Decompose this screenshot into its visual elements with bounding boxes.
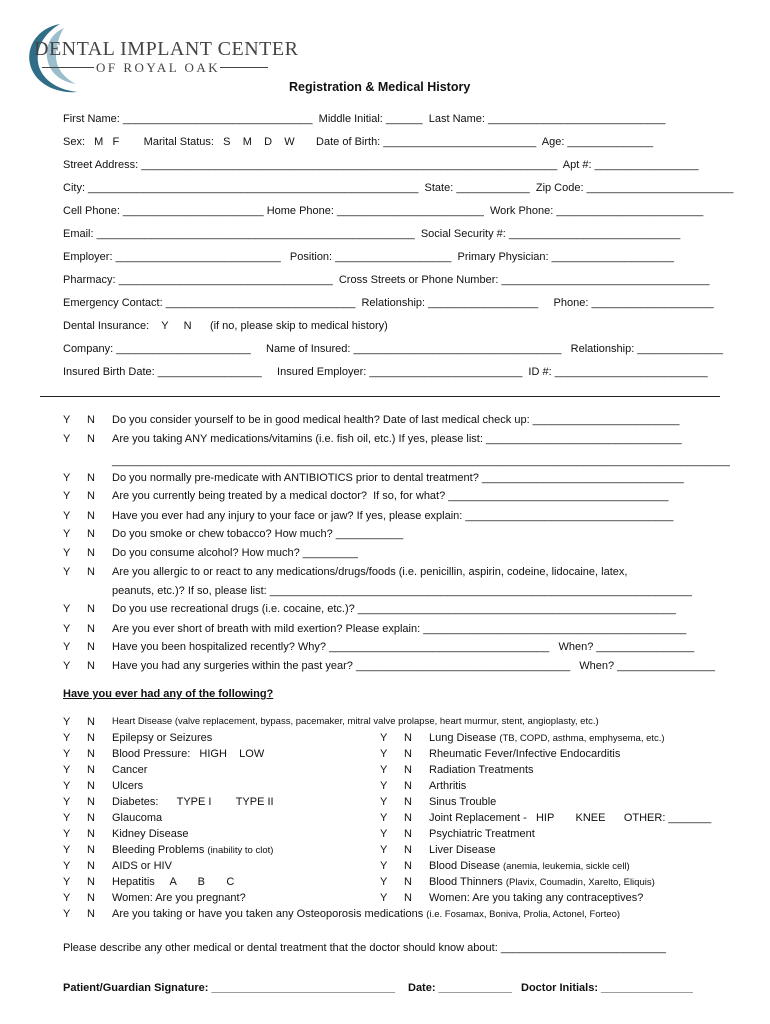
- question-text: Do you use recreational drugs (i.e. cocaine, etc.)? ____________________________________________________: [112, 603, 676, 615]
- condition-label: [112, 828, 188, 840]
- condition-label: [112, 812, 162, 824]
- condition-text: Blood Disease: [429, 860, 500, 872]
- yes-option[interactable]: Y: [63, 892, 71, 904]
- condition-label: [429, 876, 655, 888]
- no-option[interactable]: N: [404, 780, 412, 792]
- condition-text: Women: Are you taking any contraceptives?: [429, 892, 644, 904]
- condition-label: [429, 796, 496, 808]
- condition-note: (TB, COPD, asthma, emphysema, etc.): [499, 733, 665, 744]
- no-option[interactable]: N: [87, 748, 95, 760]
- condition-label: [112, 716, 599, 727]
- condition-label: [429, 892, 643, 904]
- no-option[interactable]: N: [87, 414, 95, 426]
- yes-option[interactable]: Y: [63, 490, 71, 502]
- condition-text: Psychiatric Treatment: [429, 828, 535, 840]
- no-option[interactable]: N: [87, 732, 95, 744]
- condition-note: (Plavix, Coumadin, Xarelto, Eliquis): [505, 877, 655, 888]
- condition-text: Liver Disease: [429, 844, 496, 856]
- no-option[interactable]: N: [87, 528, 95, 540]
- no-option[interactable]: N: [404, 876, 412, 888]
- personal-field-row[interactable]: Cell Phone: _______________________ Home Phone: ________________________ Work Phone: ________________________: [63, 205, 704, 217]
- question-text: Do you normally pre-medicate with ANTIBIOTICS prior to dental treatment? _________________________________: [112, 472, 684, 484]
- yes-option[interactable]: Y: [380, 876, 388, 888]
- no-option[interactable]: N: [87, 547, 95, 559]
- personal-field-row[interactable]: Dental Insurance: Y N (if no, please skip to medical history): [63, 320, 388, 332]
- yes-option[interactable]: Y: [63, 908, 71, 920]
- date-field[interactable]: Date: ____________: [408, 982, 512, 994]
- no-option[interactable]: N: [87, 641, 95, 653]
- signature-field[interactable]: Patient/Guardian Signature: ______________________________: [63, 982, 396, 994]
- question-text: Are you taking ANY medications/vitamins (i.e. fish oil, etc.) If yes, please list: ________________________________: [112, 433, 682, 445]
- yes-option[interactable]: Y: [63, 528, 71, 540]
- no-option[interactable]: N: [87, 510, 95, 522]
- logo-rule-left: [42, 67, 94, 68]
- yes-option[interactable]: Y: [380, 764, 388, 776]
- no-option[interactable]: N: [87, 716, 95, 728]
- personal-field-row[interactable]: First Name: _______________________________ Middle Initial: ______ Last Name: _____________________________: [63, 113, 666, 125]
- yes-option[interactable]: Y: [63, 566, 71, 578]
- question-text[interactable]: _____________________________________________________________________________________________________: [112, 455, 730, 467]
- question-text: Have you been hospitalized recently? Why? ____________________________________ When? ________________: [112, 641, 695, 653]
- condition-label: [112, 764, 147, 776]
- yes-option[interactable]: Y: [63, 433, 71, 445]
- yes-option[interactable]: Y: [380, 860, 388, 872]
- no-option[interactable]: N: [87, 472, 95, 484]
- condition-text: Diabetes: TYPE I TYPE II: [112, 796, 274, 808]
- yes-option[interactable]: Y: [63, 844, 71, 856]
- condition-text: Bleeding Problems: [112, 844, 205, 856]
- condition-label: [112, 892, 246, 904]
- yes-option[interactable]: Y: [380, 892, 388, 904]
- no-option[interactable]: N: [87, 876, 95, 888]
- condition-label: [112, 796, 274, 808]
- yes-option[interactable]: Y: [63, 764, 71, 776]
- yes-option[interactable]: Y: [380, 748, 388, 760]
- personal-field-row[interactable]: Pharmacy: ___________________________________ Cross Streets or Phone Number: __________________________________: [63, 274, 710, 286]
- no-option[interactable]: N: [87, 566, 95, 578]
- condition-label: [429, 748, 620, 760]
- personal-field-row[interactable]: City: ______________________________________________________ State: ____________ Zip Code: ________________________: [63, 182, 734, 194]
- condition-text: Cancer: [112, 764, 148, 776]
- question-text[interactable]: peanuts, etc.)? If so, please list: _____________________________________________________________________: [112, 585, 692, 597]
- logo-line1: DENTAL IMPLANT CENTER: [34, 38, 299, 60]
- logo-line2: OF ROYAL OAK: [96, 60, 221, 75]
- yes-option[interactable]: Y: [63, 876, 71, 888]
- yes-option[interactable]: Y: [380, 828, 388, 840]
- yes-option[interactable]: Y: [63, 472, 71, 484]
- condition-label: [112, 908, 620, 920]
- condition-label: [112, 732, 212, 744]
- yes-option[interactable]: Y: [380, 780, 388, 792]
- personal-field-row[interactable]: Insured Birth Date: _________________ Insured Employer: _________________________ ID #: _________________________: [63, 366, 708, 378]
- condition-label: [112, 748, 264, 760]
- no-option[interactable]: N: [404, 748, 412, 760]
- condition-label: [429, 764, 534, 776]
- question-text: Are you ever short of breath with mild exertion? Please explain: ___________________________________________: [112, 623, 687, 635]
- no-option[interactable]: N: [87, 844, 95, 856]
- no-option[interactable]: N: [87, 603, 95, 615]
- other-treatment-field[interactable]: Please describe any other medical or dental treatment that the doctor should know about: ___________________________: [63, 942, 666, 954]
- condition-label: [112, 780, 143, 792]
- question-text: Have you ever had any injury to your face or jaw? If yes, please explain: __________________________________: [112, 510, 674, 522]
- condition-text: Women: Are you pregnant?: [112, 892, 246, 904]
- no-option[interactable]: N: [404, 764, 412, 776]
- condition-text: Rheumatic Fever/Infective Endocarditis: [429, 748, 621, 760]
- no-option[interactable]: N: [87, 764, 95, 776]
- no-option[interactable]: N: [87, 908, 95, 920]
- no-option[interactable]: N: [404, 732, 412, 744]
- section-divider: [40, 396, 720, 397]
- condition-note: (inability to clot): [207, 845, 274, 856]
- yes-option[interactable]: Y: [380, 812, 388, 824]
- no-option[interactable]: N: [87, 796, 95, 808]
- condition-text: Hepatitis A B C: [112, 876, 235, 888]
- no-option[interactable]: N: [404, 796, 412, 808]
- condition-label: [112, 844, 273, 856]
- question-text: Do you consider yourself to be in good medical health? Date of last medical check up: ________________________: [112, 414, 680, 426]
- no-option[interactable]: N: [404, 828, 412, 840]
- yes-option[interactable]: Y: [63, 716, 71, 728]
- yes-option[interactable]: Y: [63, 414, 71, 426]
- condition-text: AIDS or HIV: [112, 860, 172, 872]
- yes-option[interactable]: Y: [63, 603, 71, 615]
- no-option[interactable]: N: [404, 844, 412, 856]
- yes-option[interactable]: Y: [380, 844, 388, 856]
- question-text: Are you allergic to or react to any medications/drugs/foods (i.e. penicillin, aspirin, codeine, lidocaine, latex,: [112, 566, 628, 578]
- personal-field-row[interactable]: Street Address: ____________________________________________________________________ Apt #: _________________: [63, 159, 699, 171]
- personal-field-row[interactable]: Email: ____________________________________________________ Social Security #: ____________________________: [63, 228, 681, 240]
- yes-option[interactable]: Y: [63, 732, 71, 744]
- condition-label: [112, 876, 234, 888]
- condition-text: Lung Disease: [429, 732, 497, 744]
- condition-text: Glaucoma: [112, 812, 163, 824]
- condition-label: [429, 732, 665, 744]
- no-option[interactable]: N: [87, 828, 95, 840]
- question-text: Do you smoke or chew tobacco? How much? ___________: [112, 528, 404, 540]
- no-option[interactable]: N: [404, 892, 412, 904]
- condition-text: Joint Replacement - HIP KNEE OTHER: _______: [429, 812, 712, 824]
- yes-option[interactable]: Y: [63, 828, 71, 840]
- condition-note: (anemia, leukemia, sickle cell): [503, 861, 630, 872]
- condition-text: Heart Disease (valve replacement, bypass, pacemaker, mitral valve prolapse, heart murmur, stent, angioplasty, etc.): [112, 716, 599, 727]
- personal-field-row[interactable]: Employer: ___________________________ Position: ___________________ Primary Physician: ____________________: [63, 251, 674, 263]
- question-text: Do you consume alcohol? How much? _________: [112, 547, 358, 559]
- condition-text: Are you taking or have you taken any Osteoporosis medications: [112, 908, 424, 920]
- no-option[interactable]: N: [87, 660, 95, 672]
- condition-text: Ulcers: [112, 780, 144, 792]
- question-text: Have you had any surgeries within the past year? ___________________________________ When? ________________: [112, 660, 716, 672]
- doctor-initials-field[interactable]: Doctor Initials: _______________: [521, 982, 693, 994]
- condition-label: [429, 844, 496, 856]
- condition-text: Blood Thinners: [429, 876, 503, 888]
- no-option[interactable]: N: [87, 490, 95, 502]
- personal-field-row[interactable]: Company: ______________________ Name of Insured: __________________________________ Relationship: ______________: [63, 343, 723, 355]
- yes-option[interactable]: Y: [63, 812, 71, 824]
- condition-label: [112, 860, 172, 872]
- condition-note: (i.e. Fosamax, Boniva, Prolia, Actonel, Forteo): [426, 909, 621, 920]
- yes-option[interactable]: Y: [63, 510, 71, 522]
- no-option[interactable]: N: [87, 812, 95, 824]
- no-option[interactable]: N: [404, 860, 412, 872]
- condition-text: Arthritis: [429, 780, 467, 792]
- condition-text: Radiation Treatments: [429, 764, 534, 776]
- no-option[interactable]: N: [87, 780, 95, 792]
- no-option[interactable]: N: [87, 892, 95, 904]
- yes-option[interactable]: Y: [63, 547, 71, 559]
- condition-label: [429, 812, 711, 824]
- form-title: Registration & Medical History: [289, 80, 471, 94]
- yes-option[interactable]: Y: [63, 623, 71, 635]
- condition-text: Blood Pressure: HIGH LOW: [112, 748, 265, 760]
- clinic-logo: [20, 20, 299, 100]
- personal-field-row[interactable]: Emergency Contact: _______________________________ Relationship: __________________ Phone: ____________________: [63, 297, 714, 309]
- yes-option[interactable]: Y: [63, 641, 71, 653]
- yes-option[interactable]: Y: [63, 660, 71, 672]
- yes-option[interactable]: Y: [63, 796, 71, 808]
- condition-label: [429, 860, 630, 872]
- question-text: Are you currently being treated by a medical doctor? If so, for what? ____________________________________: [112, 490, 669, 502]
- no-option[interactable]: N: [87, 623, 95, 635]
- no-option[interactable]: N: [87, 860, 95, 872]
- condition-text: Kidney Disease: [112, 828, 189, 840]
- logo-rule-right: [220, 67, 268, 68]
- condition-label: [429, 780, 466, 792]
- yes-option[interactable]: Y: [63, 780, 71, 792]
- conditions-heading: Have you ever had any of the following?: [63, 688, 274, 700]
- yes-option[interactable]: Y: [63, 860, 71, 872]
- no-option[interactable]: N: [404, 812, 412, 824]
- yes-option[interactable]: Y: [380, 732, 388, 744]
- condition-label: [429, 828, 535, 840]
- no-option[interactable]: N: [87, 433, 95, 445]
- condition-text: Epilepsy or Seizures: [112, 732, 213, 744]
- personal-field-row[interactable]: Sex: M F Marital Status: S M D W Date of Birth: _________________________ Age: ______________: [63, 136, 654, 148]
- condition-text: Sinus Trouble: [429, 796, 497, 808]
- yes-option[interactable]: Y: [63, 748, 71, 760]
- yes-option[interactable]: Y: [380, 796, 388, 808]
